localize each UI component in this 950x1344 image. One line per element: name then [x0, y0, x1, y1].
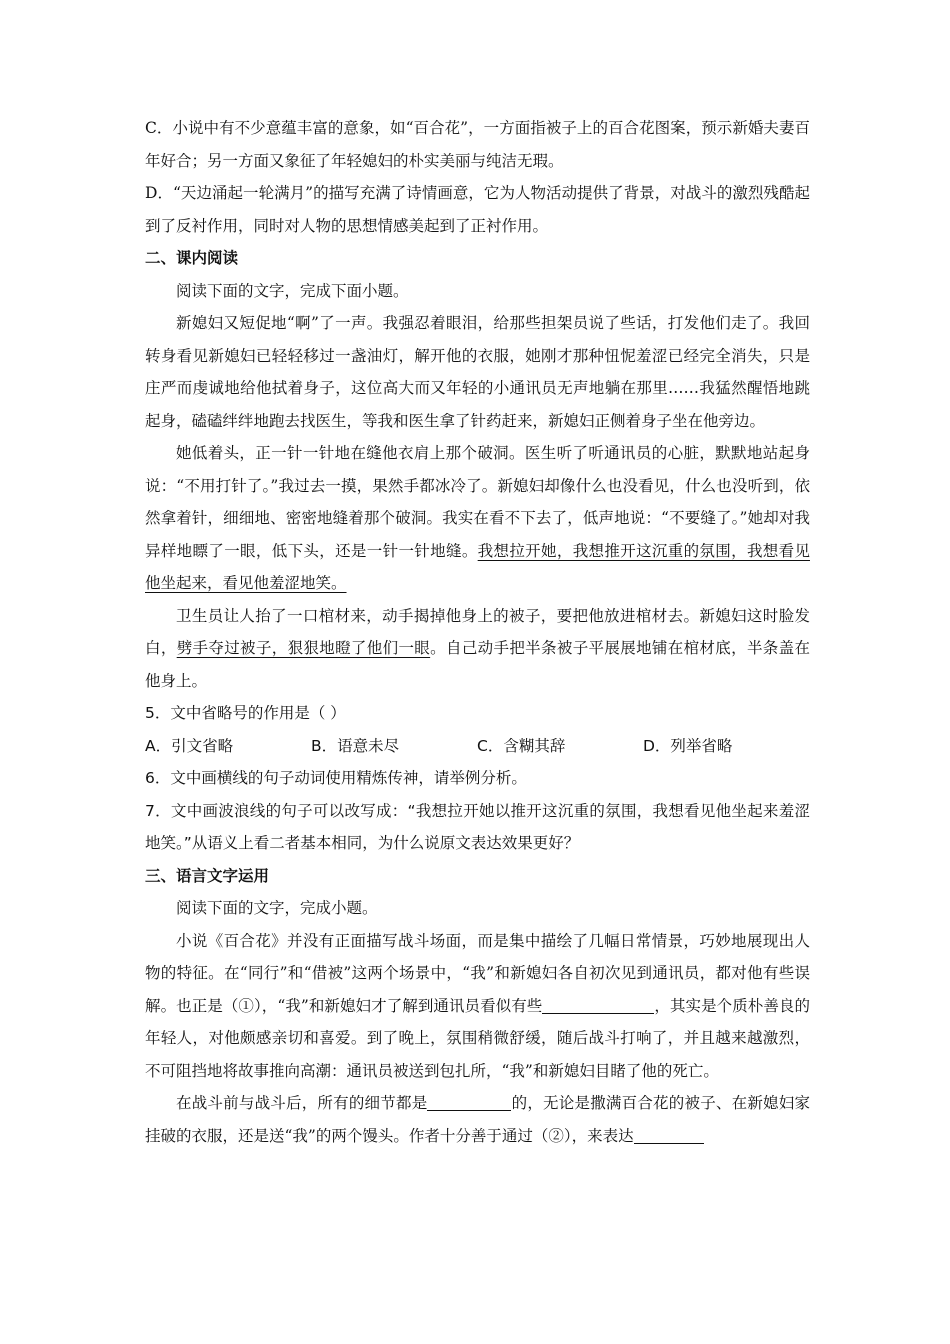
- answer-blank[interactable]: [542, 997, 654, 1014]
- question-5: 5．文中省略号的作用是（ ）: [145, 704, 346, 722]
- passage-paragraph-3-start: 卫生员让人抬了一口棺材来，动手揭掉他身上的被子，要把他放进棺材去。新媳妇这时脸发白，: [145, 606, 810, 657]
- option-d: [145, 177, 810, 242]
- question-6: 6．文中画横线的句子动词使用精炼传神，请举例分析。: [145, 769, 527, 787]
- option-c: [145, 112, 810, 177]
- underlined-sentence: 劈手夺过被子，狠狠地瞪了他们一眼: [176, 639, 431, 657]
- option-d-text: D．“天边涌起一轮满月”的描写充满了诗情画意，它为人物活动提供了背景，对战斗的激烈残酷起到了反衬作用，同时对人物的思想情感美起到了正衬作用。: [145, 184, 810, 235]
- section3-heading: 三、语言文字运用: [145, 866, 270, 885]
- question-5-options: [145, 730, 810, 763]
- option-a: A．引文省略: [145, 736, 234, 755]
- section3-instruction: 阅读下面的文字，完成小题。: [176, 899, 378, 917]
- option-d-choice: D．列举省略: [643, 736, 733, 755]
- option-c-text: C．小说中有不少意蕴丰富的意象，如“百合花”，一方面指被子上的百合花图案，预示新婚夫妻百年好合；另一方面又象征了年轻媳妇的朴实美丽与纯洁无瑕。: [145, 119, 810, 170]
- option-b: B．语意未尽: [311, 736, 400, 755]
- answer-blank[interactable]: [634, 1127, 704, 1144]
- passage-paragraph-1: 新媳妇又短促地“啊”了一声。我强忍着眼泪，给那些担架员说了些话，打发他们走了。我回转身看见新媳妇已轻轻移过一盏油灯，解开他的衣服，她刚才那种忸怩羞涩已经完全消失，只是庄严而虔诚地给他拭着身子，这位高大而又年轻的小通讯员无声地躺在那里……我猛然醒悟地跳起身，磕磕绊绊地跑去找医生，等我和医生拿了针药赶来，新媳妇正侧着身子坐在他旁边。: [145, 314, 810, 430]
- section2-heading: 二、课内阅读: [145, 249, 239, 267]
- section3-paragraph-1-b: ，其实是个质朴善良的年轻人，对他颇感亲切和喜爱。到了晚上，氛围稍微舒缓，随后战斗打响了，并且越来越激烈，不可阻挡地将故事推向高潮：通讯员被送到包扎所，“我”和新媳妇目睹了他的死亡。: [145, 996, 810, 1080]
- section3-paragraph-1-a: 小说《百合花》并没有正面描写战斗场面，而是集中描绘了几幅日常情景，巧妙地展现出人物的特征。在“同行”和“借被”这两个场景中，“我”和新媳妇各自初次见到通讯员，都对他有些误解。也正是（①），“我”和新媳妇才了解到通讯员看似有些: [145, 931, 810, 1015]
- section3-paragraph-2: [145, 1087, 810, 1152]
- section3-paragraph-1: [145, 925, 810, 1088]
- option-c-choice: C．含糊其辞: [477, 736, 566, 755]
- section2-instruction: 阅读下面的文字，完成下面小题。: [176, 281, 409, 300]
- wavy-line-sentence: 我想拉开她，我想推开这沉重的氛围，我想看见他坐起来，看见他羞涩地笑。: [145, 541, 810, 592]
- passage-paragraph-2-text: 她低着头，正一针一针地在缝他衣肩上那个破洞。医生听了听通讯员的心脏，默默地站起身说：“不用打针了。”我过去一摸，果然手都冰冷了。新媳妇却像什么也没看见，什么也没听到，依然拿着针，细细地、密密地缝着那个破洞。我实在看不下去了，低声地说：“不要缝了。”她却对我异样地瞟了一眼，低下头，还是一针一针地缝。: [145, 444, 810, 560]
- passage-paragraph-3-end: 。自己动手把半条被子平展展地铺在棺材底，半条盖在他身上。: [145, 639, 810, 690]
- passage-paragraph-3: [145, 600, 810, 698]
- answer-blank[interactable]: [427, 1095, 511, 1112]
- section3-paragraph-2-b: 的，无论是撒满百合花的被子、在新媳妇家挂破的衣服，还是送“我”的两个馒头。作者十分善于通过（②），来表达: [145, 1094, 810, 1145]
- document-page: [145, 112, 810, 1152]
- question-7: 7．文中画波浪线的句子可以改写成：“我想拉开她以推开这沉重的氛围，我想看见他坐起来羞涩地笑。”从语义上看二者基本相同，为什么说原文表达效果更好？: [145, 801, 810, 852]
- section3-paragraph-2-a: 在战斗前与战斗后，所有的细节都是: [176, 1094, 428, 1112]
- passage-paragraph-2: [145, 437, 810, 600]
